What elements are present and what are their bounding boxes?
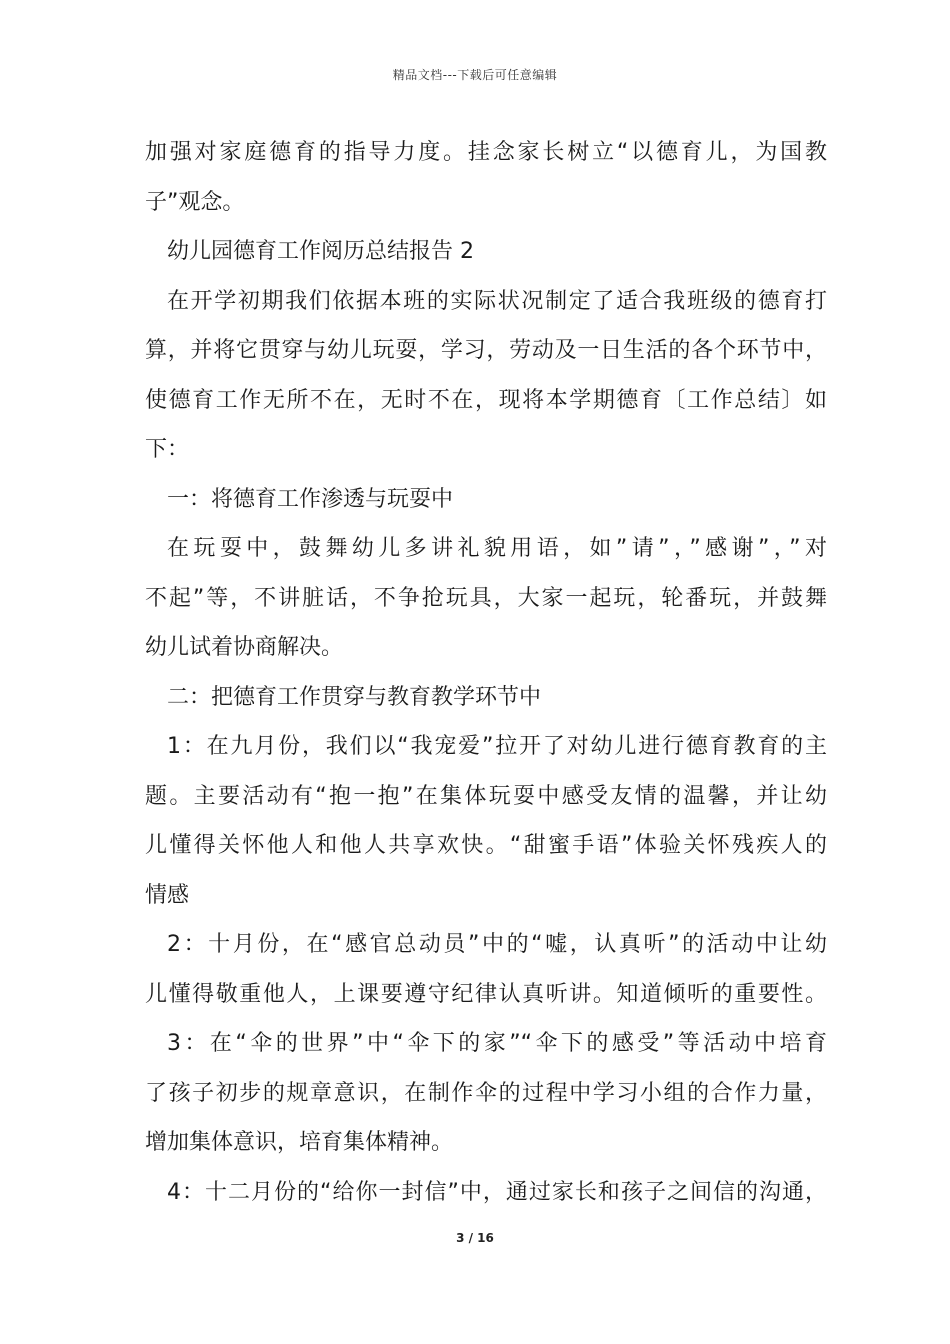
text-line: 子”观念。 (145, 189, 245, 215)
text-line: 了孩子初步的规章意识，在制作伞的过程中学习小组的合作力量， (145, 1080, 827, 1106)
text-line: 3：在“伞的世界”中“伞下的家”“伞下的感受”等活动中培育 (167, 1031, 827, 1056)
text-line: 在玩耍中，鼓舞幼儿多讲礼貌用语，如”请”，”感谢”，”对 (167, 536, 827, 561)
text-line: 幼儿试着协商解决。 (145, 635, 344, 660)
subsection-heading: 一：将德育工作渗透与玩耍中 (167, 486, 454, 512)
page-header: 精品文档---下载后可任意编辑 (392, 68, 558, 82)
text-line: 下： (145, 437, 190, 462)
document-body (145, 128, 827, 1217)
text-line: 1：在九月份，我们以“我宠爱”拉开了对幼儿进行德育教育的主 (167, 734, 827, 759)
text-line: 算，并将它贯穿与幼儿玩耍，学习，劳动及一日生活的各个环节中， (145, 338, 827, 363)
subsection-heading: 二：把德育工作贯穿与教育教学环节中 (167, 684, 542, 710)
text-line: 4：十二月份的“给你一封信”中，通过家长和孩子之间信的沟通， (167, 1179, 827, 1205)
text-line: 2：十月份，在“感官总动员”中的“嘘，认真听”的活动中让幼 (167, 932, 827, 957)
text-line: 题。主要活动有“抱一抱”在集体玩耍中感受友情的温馨，并让幼 (145, 783, 827, 809)
text-line: 使德育工作无所不在，无时不在，现将本学期德育〔工作总结〕如 (145, 387, 827, 413)
text-line: 儿懂得关怀他人和他人共享欢快。“甜蜜手语”体验关怀残疾人的 (145, 833, 827, 858)
page-number: 3 / 16 (456, 1231, 494, 1245)
text-line: 在开学初期我们依据本班的实际状况制定了适合我班级的德育打 (167, 288, 827, 314)
text-line: 不起”等，不讲脏话，不争抢玩具，大家一起玩，轮番玩，并鼓舞 (145, 585, 827, 611)
text-line: 情感 (145, 882, 190, 908)
text-line: 加强对家庭德育的指导力度。挂念家长树立“以德育儿，为国教 (145, 140, 827, 165)
text-line: 儿懂得敬重他人，上课要遵守纪律认真听讲。知道倾听的重要性。 (145, 981, 827, 1007)
section-title: 幼儿园德育工作阅历总结报告 2 (167, 239, 474, 264)
text-line: 增加集体意识，培育集体精神。 (145, 1130, 454, 1155)
